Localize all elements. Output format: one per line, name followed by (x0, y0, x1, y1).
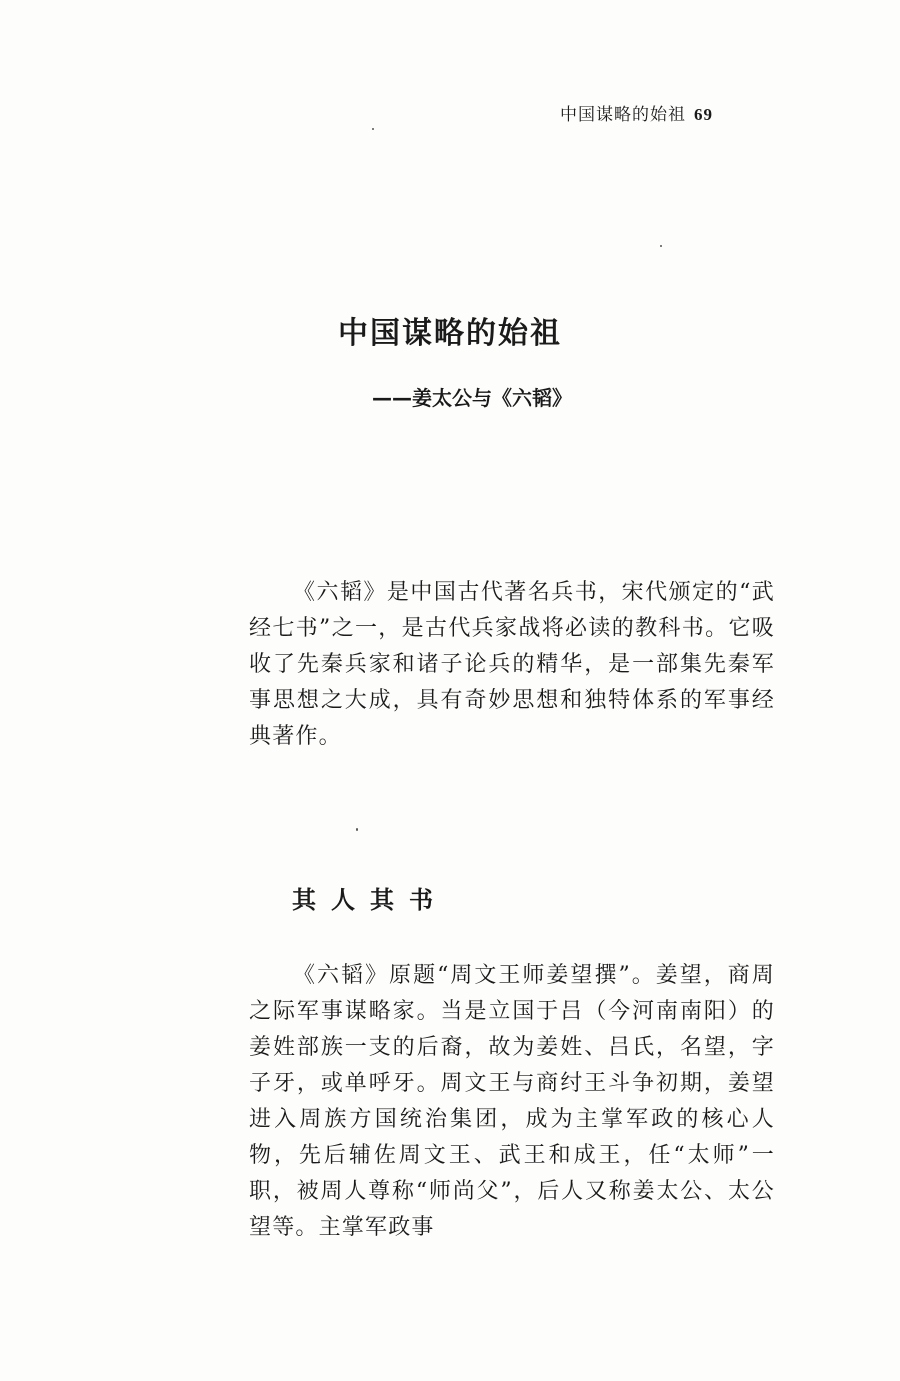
chapter-title: 中国谋略的始祖 (338, 316, 562, 351)
scan-speck (372, 128, 374, 130)
intro-paragraph: 《六韬》是中国古代著名兵书，宋代颁定的“武经七书”之一，是古代兵家战将必读的教科书。它吸收了先秦兵家和诸子论兵的精华，是一部集先秦军事思想之大成，具有奇妙思想和独特体系的军事经典著作。 (249, 580, 775, 749)
running-header-title: 中国谋略的始祖 (560, 105, 686, 125)
chapter-subtitle: ——姜太公与《六韬》 (372, 386, 572, 410)
page-number: 69 (694, 105, 713, 124)
running-header (560, 100, 820, 125)
section-heading: 其人其书 (292, 886, 448, 914)
section-paragraph: 《六韬》原题“周文王师姜望撰”。姜望，商周之际军事谋略家。当是立国于吕（今河南南阳）的姜姓部族一支的后裔，故为姜姓、吕氏，名望，字子牙，或单呼牙。周文王与商纣王斗争初期，姜望进入周族方国统治集团，成为主掌军政的核心人物，先后辅佐周文王、武王和成王，任“太师”一职，被周人尊称“师尚父”，后人又称姜太公、太公望等。主掌军政事 (249, 963, 775, 1240)
scan-speck (356, 828, 358, 831)
scan-speck (660, 245, 662, 247)
